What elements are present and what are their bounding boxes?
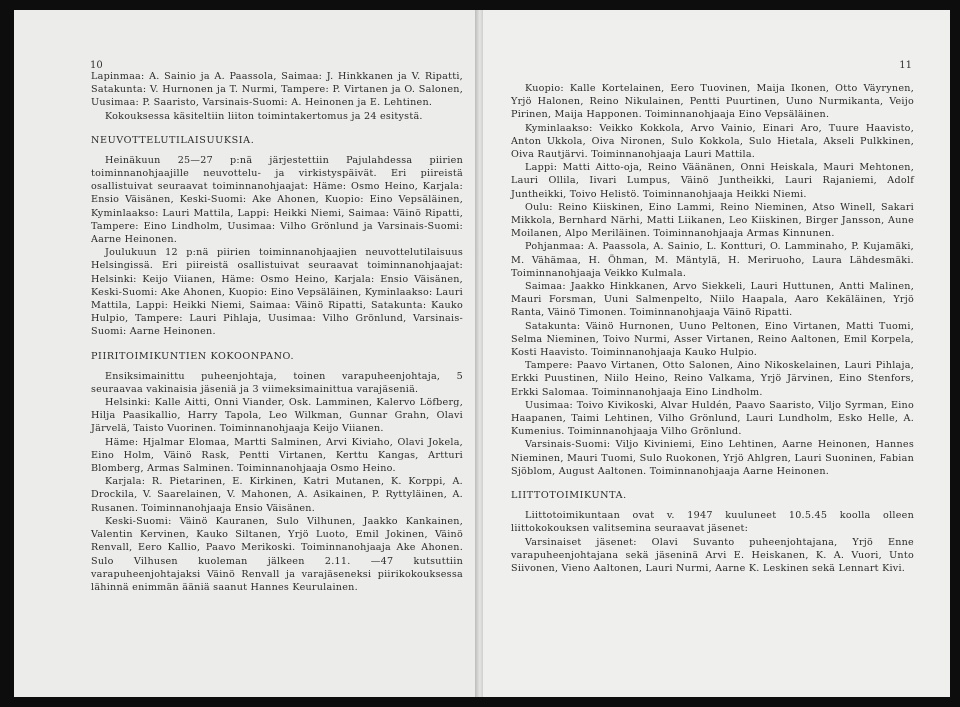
- left-page: [14, 10, 475, 697]
- section-heading: LIITTOTOIMIKUNTA.: [511, 490, 627, 502]
- section-heading: NEUVOTTELUTILAISUUKSIA.: [91, 134, 255, 146]
- right-page: [483, 10, 950, 697]
- book-gutter: [475, 10, 483, 697]
- paragraph: Joulukuun 12 p:nä piirien toiminnanohjaajien neuvottelutilaisuus Helsingissä. Eri piireistä osallistuivat seuraavat toiminnanohjaajat: Helsinki: Keijo Viianen, Häme: Osmo Heino, Karjala: Ensio Väisänen, Keski-Suomi: Ake Ahonen, Kuopio: Eino Vepsäläinen, Kyminlaakso: Lauri Mattila, Lappi: Heikki Niemi, Saimaa: Väinö Ripatti, Satakunta: Kauko Hulpio, Tampere: Lauri Pihlaja, Uusimaa: Vilho Grönlund, Varsinais-Suomi: Aarne Heinonen.: [91, 247, 463, 338]
- paragraph: Lappi: Matti Aitto-oja, Reino Väänänen, Onni Heiskala, Mauri Mehtonen, Lauri Ollila, Iivari Lumpus, Väinö Juntheikki, Lauri Rajaniemi, Adolf Juntheikki, Toivo Helistö. Toiminnanohjaaja Heikki Niemi.: [511, 162, 914, 200]
- paragraph: Pohjanmaa: A. Paassola, A. Sainio, L. Kontturi, O. Lamminaho, P. Kujamäki, M. Vähämaa, H. Öhman, M. Mäntylä, H. Meriruoho, Laura Lähdesmäki. Toiminnanohjaaja Veikko Kulmala.: [511, 241, 914, 279]
- paragraph: Satakunta: Väinö Hurnonen, Uuno Peltonen, Eino Virtanen, Matti Tuomi, Selma Nieminen, Toivo Nurmi, Asser Virtanen, Reino Aaltonen, Emil Korpela, Kosti Haavisto. Toiminnanohjaaja Kauko Hulpio.: [511, 320, 914, 359]
- paragraph: Saimaa: Jaakko Hinkkanen, Arvo Siekkeli, Lauri Huttunen, Antti Malinen, Mauri Forsman, Uuni Salmenpelto, Niilo Haapala, Aaro Kekäläinen, Yrjö Ranta, Väinö Timonen. Toiminnanohjaaja Väinö Ripatti.: [511, 281, 914, 319]
- paragraph: Kyminlaakso: Veikko Kokkola, Arvo Vainio, Einari Aro, Tuure Haavisto, Anton Ukkola, Oiva Nironen, Sulo Kokkola, Sulo Hietala, Akseli Pulkkinen, Oiva Rautjärvi. Toiminnanohjaaja Lauri Mattila.: [511, 122, 914, 161]
- page-number: 11: [899, 60, 912, 71]
- paragraph: Heinäkuun 25—27 p:nä järjestettiin Pajulahdessa piirien toiminnanohjaajille neuvottelu- ja virkistyspäivät. Eri piireistä osallistuivat seuraavat toiminnanohjaajat: Häme: Osmo Heino, Karjala: Ensio Väisänen, Keski-Suomi: Ake Ahonen, Kuopio: Eino Vepsäläinen, Kyminlaakso: Lauri Mattila, Lappi: Heikki Niemi, Saimaa: Väinö Ripatti, Tampere: Eino Lindholm, Uusimaa: Vilho Grönlund ja Varsinais-Suomi: Aarne Heinonen.: [91, 154, 463, 246]
- paragraph: Varsinaiset jäsenet: Olavi Suvanto puheenjohtajana, Yrjö Enne varapuheenjohtajana sekä jäseninä Arvi E. Heiskanen, K. A. Vuori, Unto Siivonen, Vieno Aaltonen, Lauri Nurmi, Aarne K. Leskinen sekä Lennart Kivi.: [511, 536, 914, 574]
- paragraph: Tampere: Paavo Virtanen, Otto Salonen, Aino Nikoskelainen, Lauri Pihlaja, Erkki Puustinen, Niilo Heino, Reino Valkama, Yrjö Järvinen, Eino Stenfors, Erkki Salomaa. Toiminnanohjaaja Eino Lindholm.: [511, 360, 914, 398]
- paragraph: Uusimaa: Toivo Kivikoski, Alvar Huldén, Paavo Saaristo, Viljo Syrman, Eino Haapanen, Taimi Lehtinen, Vilho Grönlund, Lauri Lundholm, Esko Helle, A. Kumenius. Toiminnanohjaaja Vilho Grönlund.: [511, 399, 914, 438]
- paragraph: Häme: Hjalmar Elomaa, Martti Salminen, Arvi Kiviaho, Olavi Jokela, Eino Holm, Väinö Rask, Pentti Virtanen, Kerttu Kangas, Artturi Blomberg, Armas Salminen. Toiminnanohjaaja Osmo Heino.: [91, 436, 463, 475]
- paragraph: Varsinais-Suomi: Viljo Kiviniemi, Eino Lehtinen, Aarne Heinonen, Hannes Nieminen, Mauri Tuomi, Sulo Ruokonen, Yrjö Ahlgren, Lauri Suoninen, Fabian Sjöblom, August Aaltonen. Toiminnanohjaaja Aarne Heinonen.: [511, 439, 914, 477]
- left-page-body: [91, 70, 463, 594]
- paragraph: Liittotoimikuntaan ovat v. 1947 kuuluneet 10.5.45 koolla olleen liittokokouksen valitsemina seuraavat jäsenet:: [511, 510, 914, 535]
- right-page-body: [511, 82, 914, 575]
- paragraph: Lapinmaa: A. Sainio ja A. Paassola, Saimaa: J. Hinkkanen ja V. Ripatti, Satakunta: V. Hurnonen ja T. Nurmi, Tampere: P. Virtanen ja O. Salonen, Uusimaa: P. Saaristo, Varsinais-Suomi: A. Heinonen ja E. Lehtinen.: [91, 71, 463, 109]
- paragraph: Ensiksimainittu puheenjohtaja, toinen varapuheenjohtaja, 5 seuraavaa vakinaisia jäseniä ja 3 viimeksimainittua varajäseniä.: [91, 370, 463, 395]
- paragraph: Helsinki: Kalle Aitti, Onni Viander, Osk. Lamminen, Kalervo Löfberg, Hilja Paasikallio, Harry Tapola, Leo Wilkman, Gunnar Grahn, Olavi Järvelä, Taisto Vuorinen. Toiminnanohjaaja Keijo Viianen.: [91, 397, 463, 435]
- paragraph: Kuopio: Kalle Kortelainen, Eero Tuovinen, Maija Ikonen, Otto Väyrynen, Yrjö Halonen, Reino Nikulainen, Pentti Puurtinen, Uuno Nurmikanta, Veijo Pirinen, Maija Happonen. Toiminnanohjaaja Eino Vepsäläinen.: [511, 83, 914, 121]
- page-number: 10: [90, 60, 103, 71]
- section-heading: PIIRITOIMIKUNTIEN KOKOONPANO.: [91, 350, 295, 362]
- paragraph: Keski-Suomi: Väinö Kauranen, Sulo Vilhunen, Jaakko Kankainen, Valentin Kervinen, Kauko Siltanen, Yrjö Luoto, Emil Jokinen, Väinö Renvall, Eero Kallio, Paavo Merikoski. Toiminnanohjaaja Ake Ahonen. Sulo Vilhusen kuoleman jälkeen 2.11. —47 kutsuttiin varapuheenjohtajaksi Väinö Renvall ja varajäseneksi piirikokouksessa lähinnä enimmän ääniä saanut Hannes Keurulainen.: [91, 515, 463, 593]
- paragraph: Oulu: Reino Kiiskinen, Eino Lammi, Reino Nieminen, Atso Winell, Sakari Mikkola, Bernhard Närhi, Matti Liikanen, Leo Kiiskinen, Birger Jansson, Aune Moilanen, Alpo Meriläinen. Toiminnanohjaaja Armas Kinnunen.: [511, 201, 914, 240]
- paragraph: Kokouksessa käsiteltiin liiton toimintakertomus ja 24 esitystä.: [105, 110, 423, 122]
- paragraph: Karjala: R. Pietarinen, E. Kirkinen, Katri Mutanen, K. Korppi, A. Drockila, V. Saarelainen, V. Mahonen, A. Asikainen, P. Ryttyläinen, A. Rusanen. Toiminnanohjaaja Ensio Väisänen.: [91, 476, 463, 514]
